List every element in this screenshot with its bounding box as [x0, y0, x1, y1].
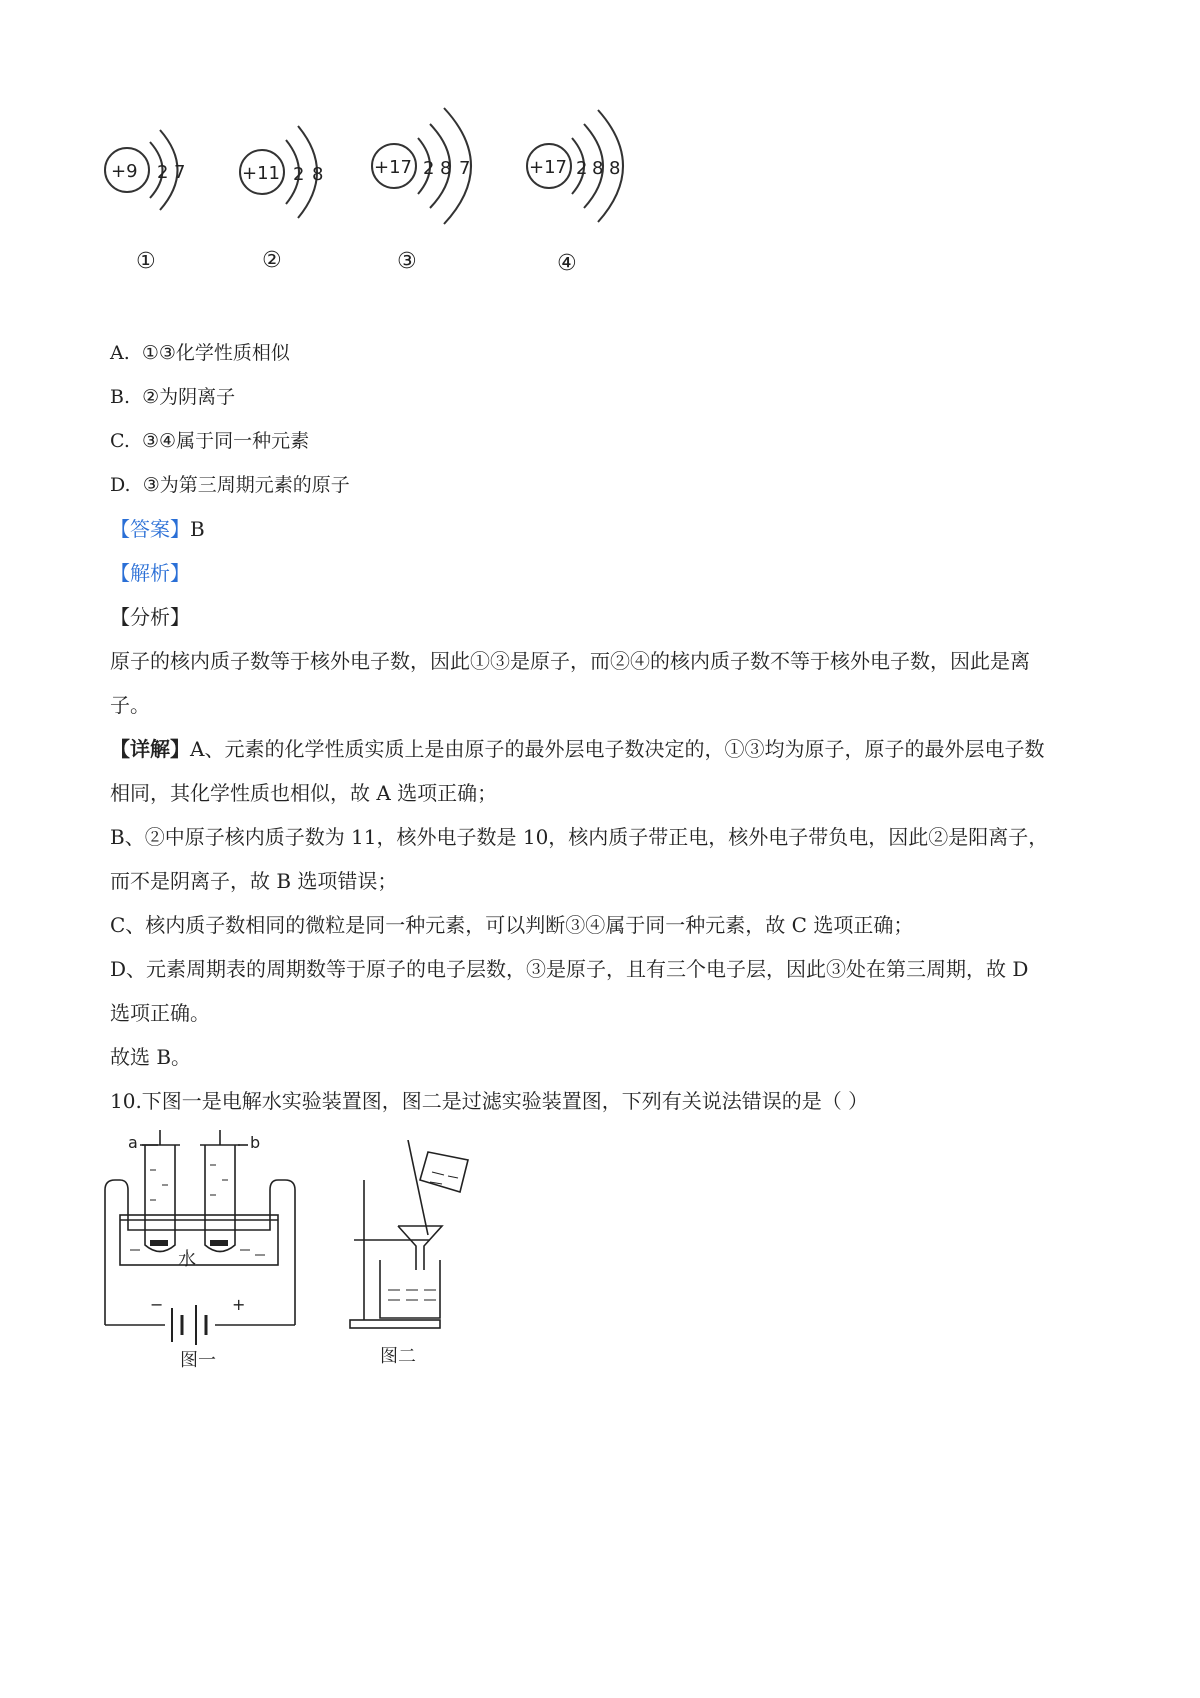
option-letter: A.	[110, 342, 130, 364]
option-text: ②为阴离子	[142, 386, 236, 408]
fig1-label-b: b	[250, 1133, 261, 1152]
detail-line-3: B、②中原子核内质子数为 11，核外电子数是 10，核内质子带正电，核外电子带负电，因此②是阳离子，	[110, 825, 1049, 849]
detail-line-5: C、核内质子数相同的微粒是同一种元素，可以判断③④属于同一种元素，故 C 选项正确；	[110, 913, 914, 937]
detail-line-2: 相同，其化学性质也相似，故 A 选项正确；	[110, 781, 498, 805]
atom1-nucleus: +9	[111, 161, 138, 182]
detail-tag: 【详解】	[110, 737, 190, 761]
fig2-caption: 图二	[380, 1346, 416, 1367]
detail-line-1	[110, 736, 1044, 762]
atom2-nucleus: +11	[242, 163, 280, 184]
option-letter: C.	[110, 430, 130, 452]
option-b	[110, 384, 235, 410]
atom2-shell2: 8	[312, 164, 324, 185]
atom1-shell2: 7	[174, 162, 186, 183]
detail-line-6: D、元素周期表的周期数等于原子的电子层数，③是原子，且有三个电子层，因此③处在第三周期，故 D	[110, 957, 1029, 981]
figure-electrolysis	[100, 1130, 300, 1370]
option-text: ③④属于同一种元素	[142, 430, 310, 452]
option-text: ①③化学性质相似	[141, 342, 290, 364]
analysis-tag: 【解析】	[110, 561, 190, 585]
detail-line-8: 故选 B。	[110, 1045, 192, 1069]
option-c	[110, 428, 309, 454]
fig1-plus: +	[232, 1295, 246, 1314]
option-d	[110, 472, 350, 498]
figure-filtration	[340, 1140, 480, 1370]
atom2-label: ②	[262, 248, 282, 273]
atom3-label: ③	[397, 249, 417, 274]
atom3-nucleus: +17	[374, 157, 412, 178]
fig1-label-a: a	[128, 1133, 138, 1152]
fenxi-line-2: 子。	[110, 693, 150, 717]
option-text: ③为第三周期元素的原子	[142, 474, 350, 496]
answer-value: B	[190, 517, 205, 541]
atom2-shell1: 2	[293, 164, 305, 185]
detail-line-4: 而不是阴离子，故 B 选项错误；	[110, 869, 398, 893]
option-a	[110, 340, 290, 366]
atom4-shell3: 8	[609, 158, 621, 179]
answer-line	[110, 516, 205, 542]
atom4-label: ④	[557, 251, 577, 276]
fig1-minus: −	[150, 1295, 164, 1314]
detail-text: A、元素的化学性质实质上是由原子的最外层电子数决定的，①③均为原子，原子的最外层电子数	[190, 737, 1045, 761]
atom3-shell2: 8	[440, 158, 452, 179]
fig1-water: 水	[178, 1249, 196, 1270]
fig1-caption: 图一	[180, 1350, 216, 1370]
answer-tag: 【答案】	[110, 517, 190, 541]
atom4-shell2: 8	[592, 158, 604, 179]
option-letter: B.	[110, 386, 131, 408]
fenxi-tag: 【分析】	[110, 605, 190, 629]
fenxi-line-1: 原子的核内质子数等于核外电子数，因此①③是原子，而②④的核内质子数不等于核外电子数，因此是离	[110, 649, 1030, 673]
question-10: 10.下图一是电解水实验装置图，图二是过滤实验装置图，下列有关说法错误的是（ ）	[110, 1089, 869, 1113]
option-letter: D.	[110, 474, 131, 496]
atom4-nucleus: +17	[529, 157, 567, 178]
atom3-shell1: 2	[423, 158, 435, 179]
atom3-shell3: 7	[459, 158, 471, 179]
atom-diagrams	[0, 90, 700, 290]
atom1-shell1: 2	[157, 162, 169, 183]
atom1-label: ①	[136, 249, 156, 274]
atom4-shell1: 2	[576, 158, 588, 179]
detail-line-7: 选项正确。	[110, 1001, 210, 1025]
